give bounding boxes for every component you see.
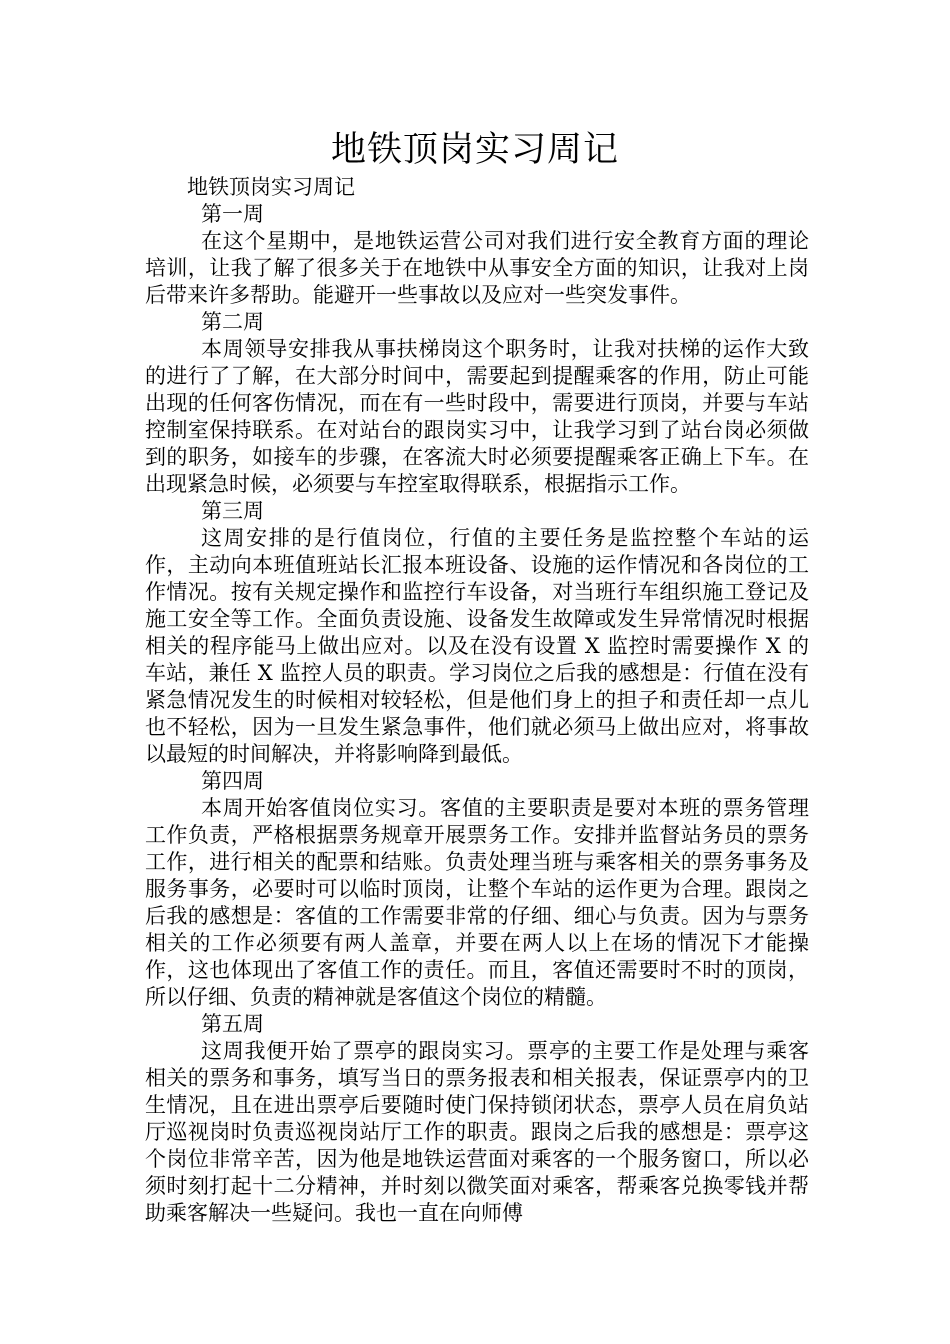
week-3-paragraph: 这周安排的是行值岗位，行值的主要任务是监控整个车站的运作，主动向本班值班站长汇报本班设备、设施的运作情况和各岗位的工作情况。按有关规定操作和监控行车设备，对当班行车组织施工登记及施工安全等工作。全面负责设施、设备发生故障或发生异常情况时根据相关的程序能马上做出应对。以及在没有设置 X 监控时需要操作 X 的车站，兼任 X 监控人员的职责。学习岗位之后我的感想是：行值在没有紧急情况发生的时候相对较轻松，但是他们身上的担子和责任却一点儿也不轻松，因为一旦发生紧急事件，他们就必须马上做出应对，将事故以最短的时间解决，并将影响降到最低。	[145, 526, 809, 766]
week-3-heading: 第三周	[201, 499, 264, 523]
week-5-heading: 第五周	[201, 1012, 264, 1036]
week-2-heading: 第二周	[201, 310, 264, 334]
page-title: 地铁顶岗实习周记	[330, 130, 619, 170]
week-5-paragraph: 这周我便开始了票亭的跟岗实习。票亭的主要工作是处理与乘客相关的票务和事务，填写当日的票务报表和相关报表，保证票亭内的卫生情况，且在进出票亭后要随时使门保持锁闭状态，票亭人员在肩负站厅巡视岗时负责巡视岗站厅工作的职责。跟岗之后我的感想是：票亭这个岗位非常辛苦，因为他是地铁运营面对乘客的一个服务窗口，所以必须时刻打起十二分精神，并时刻以微笑面对乘客，帮乘客兑换零钱并帮助乘客解决一些疑问。我也一直在向师傅	[145, 1039, 809, 1225]
week-1-paragraph: 在这个星期中，是地铁运营公司对我们进行安全教育方面的理论培训，让我了解了很多关于在地铁中从事安全方面的知识，让我对上岗后带来许多帮助。能避开一些事故以及应对一些突发事件。	[145, 229, 809, 307]
document-body	[145, 174, 809, 1227]
week-4-heading: 第四周	[201, 769, 264, 793]
document-subtitle: 地铁顶岗实习周记	[187, 175, 355, 199]
week-4-paragraph: 本周开始客值岗位实习。客值的主要职责是要对本班的票务管理工作负责，严格根据票务规章开展票务工作。安排并监督站务员的票务工作，进行相关的配票和结账。负责处理当班与乘客相关的票务事务及服务事务，必要时可以临时顶岗，让整个车站的运作更为合理。跟岗之后我的感想是：客值的工作需要非常的仔细、细心与负责。因为与票务相关的工作必须要有两人盖章，并要在两人以上在场的情况下才能操作，这也体现出了客值工作的责任。而且，客值还需要时不时的顶岗，所以仔细、负责的精神就是客值这个岗位的精髓。	[145, 796, 809, 1009]
week-2-paragraph: 本周领导安排我从事扶梯岗这个职务时，让我对扶梯的运作大致的进行了了解，在大部分时间中，需要起到提醒乘客的作用，防止可能出现的任何客伤情况，而在有一些时段中，需要进行顶岗，并要与车站控制室保持联系。在对站台的跟岗实习中，让我学习到了站台岗必须做到的职务，如接车的步骤，在客流大时必须要提醒乘客正确上下车。在出现紧急时候，必须要与车控室取得联系，根据指示工作。	[145, 337, 809, 496]
week-1-heading: 第一周	[201, 202, 264, 226]
